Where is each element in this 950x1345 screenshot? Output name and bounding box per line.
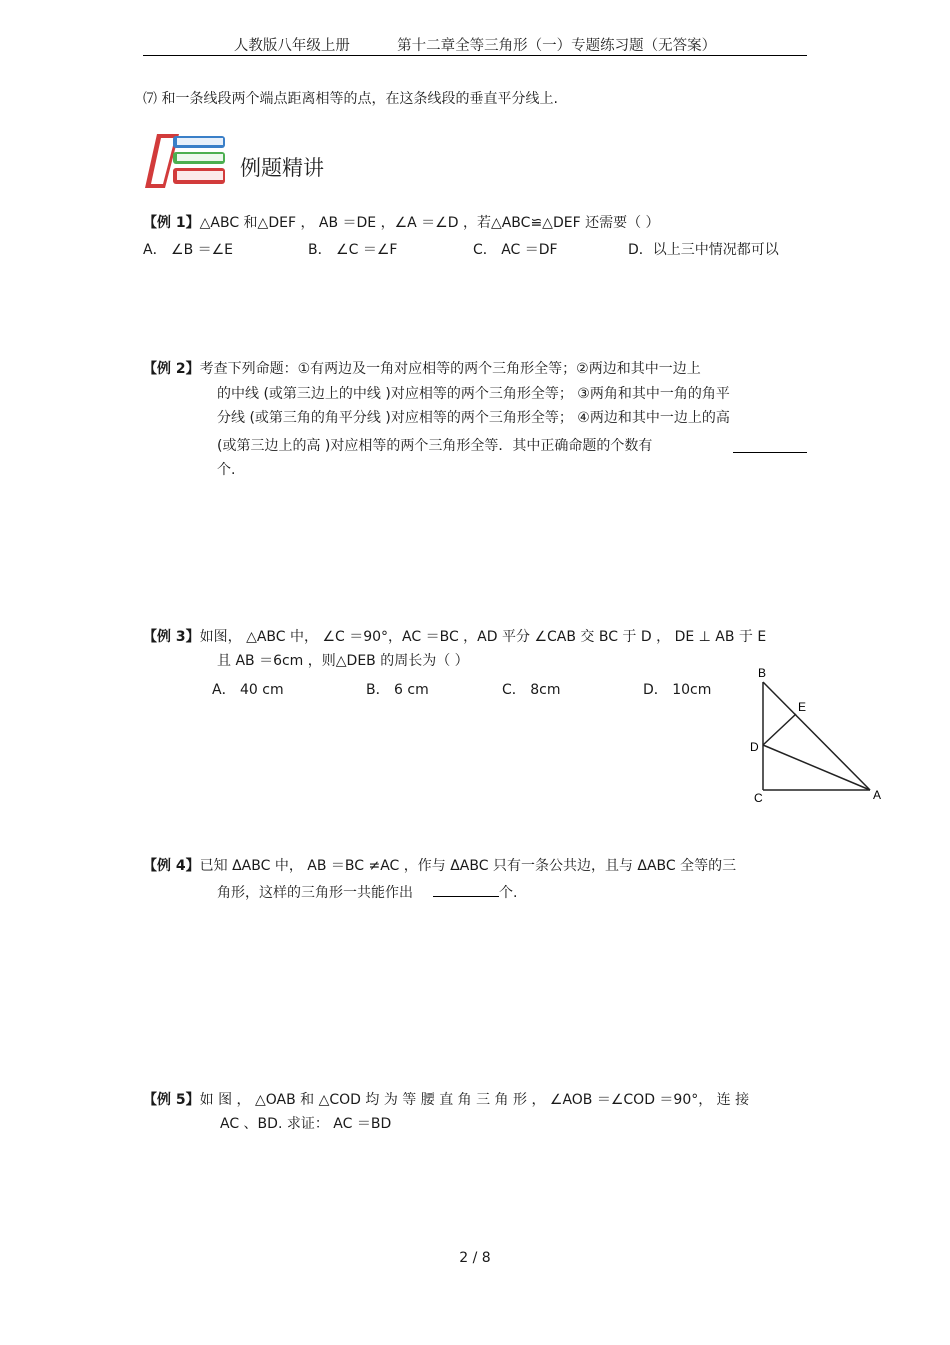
page-header [0,34,950,55]
ex1-tag: 【例 1】 [143,215,200,231]
label-b: B [758,666,767,680]
ex4-line-1: 已知 ΔABC 中， AB ＝BC ≠AC ，作与 ΔABC 只有一条公共边，且与 ΔABC 全等的三 [199,858,737,874]
books-icon [143,128,233,190]
ex4-answer-blank [433,882,499,897]
ex3-triangle-figure [740,660,890,810]
header-chapter: 第十二章全等三角形（一）专题练习题（无答案） [397,38,717,54]
ex2-line-2: 的中线 (或第三边上的中线 )对应相等的两个三角形全等； ③两角和其中一角的角平 [217,386,730,402]
ex3-tag: 【例 3】 [143,629,200,645]
ex1-stem-row [143,214,660,232]
ex4-line-2b: 个. [499,885,518,901]
ex1-option-a: A． ∠B ＝∠E [143,242,234,258]
label-e: E [798,700,807,714]
intro-line: ⑺ 和一条线段两个端点距离相等的点，在这条线段的垂直平分线上. [143,91,558,107]
ex5-tag: 【例 5】 [143,1092,200,1108]
segment-ad [763,745,870,790]
ex3-line-2: 且 AB ＝6cm ，则△DEB 的周长为（ ） [217,653,469,669]
ex5-line-1: 如 图 ， △OAB 和 △COD 均 为 等 腰 直 角 三 角 形 ， ∠AOB ＝∠COD ＝90°， 连 接 [199,1092,750,1108]
ex3-row-1 [143,628,766,646]
segment-ab [763,682,870,790]
ex2-line-3: 分线 (或第三角的角平分线 )对应相等的两个三角形全等； ④两边和其中一边上的高 [217,410,730,426]
ex1-option-b: B． ∠C ＝∠F [308,242,398,258]
ex3-line-1: 如图， △ABC 中， ∠C ＝90°，AC ＝BC ，AD 平分 ∠CAB 交 BC 于 D ， DE ⊥ AB 于 E [199,629,767,645]
ex5-row-1 [143,1091,749,1109]
section-title: 例题精讲 [240,156,324,180]
ex2-line-4: (或第三边上的高 )对应相等的两个三角形全等．其中正确命题的个数有 [217,438,653,454]
ex1-stem: △ABC 和△DEF ， AB ＝DE ，∠A ＝∠D ，若△ABC≌△DEF 还需要（ ） [199,215,660,231]
ex4-row-2 [217,882,517,902]
ex2-answer-blank [733,438,807,453]
segment-de [763,714,796,745]
ex5-line-2: AC 、BD. 求证： AC ＝BD [220,1116,392,1132]
ex2-line-5: 个. [217,462,236,478]
ex3-option-c: C． 8cm [502,682,561,698]
page-number: 2 / 8 [459,1250,491,1266]
ex3-option-a: A． 40 cm [212,682,284,698]
ex1-option-c: C． AC ＝DF [473,242,558,258]
header-book: 人教版八年级上册 [233,38,350,54]
label-c: C [754,791,763,805]
ex3-option-d: D． 10cm [643,682,712,698]
ex2-tag: 【例 2】 [143,361,200,377]
header-rule [143,55,807,56]
ex2-row-1 [143,360,701,378]
ex4-row-1 [143,857,736,875]
ex1-option-d: D．以上三中情况都可以 [628,242,779,258]
ex2-line-1: 考查下列命题：①有两边及一角对应相等的两个三角形全等；②两边和其中一边上 [199,361,701,377]
ex4-line-2a: 角形，这样的三角形一共能作出 [217,885,413,901]
label-a: A [873,788,882,802]
label-d: D [750,740,759,754]
ex3-option-b: B． 6 cm [366,682,429,698]
ex4-tag: 【例 4】 [143,858,200,874]
